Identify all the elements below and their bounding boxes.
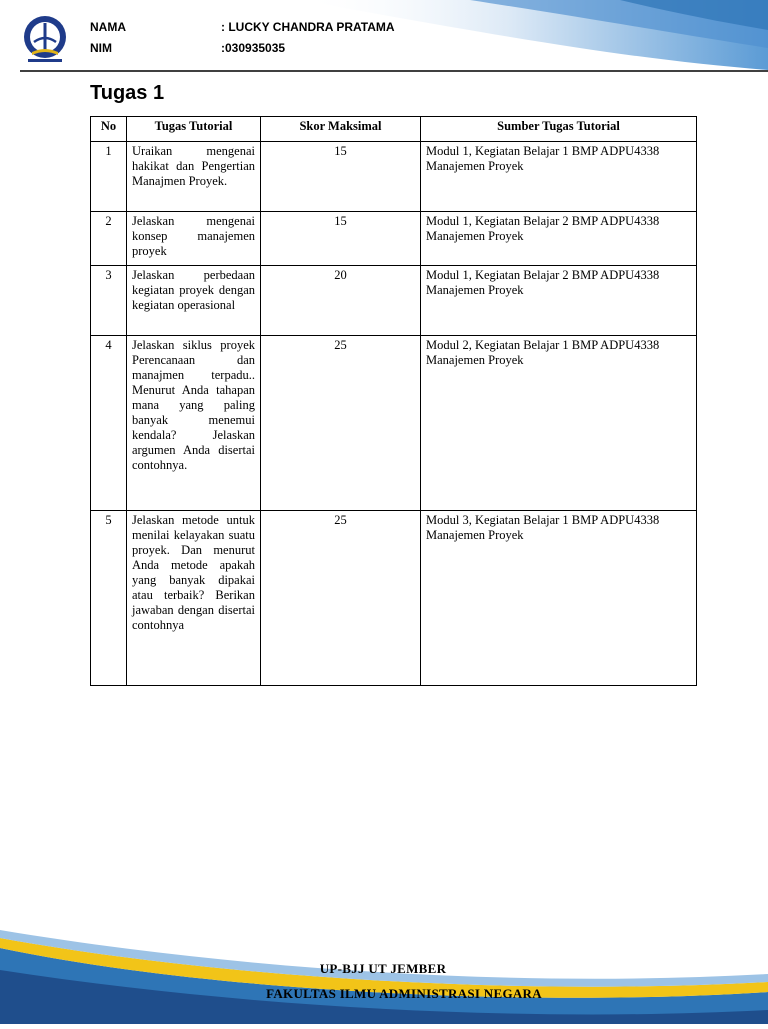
cell-skor: 15 — [261, 142, 421, 212]
cell-skor: 25 — [261, 511, 421, 686]
table-row — [91, 142, 697, 212]
cell-task: Jelaskan perbedaan kegiatan proyek dengan kegiatan operasional — [127, 266, 261, 336]
footer-banner — [0, 930, 768, 1024]
cell-no: 1 — [91, 142, 127, 212]
footer-wave-graphic — [0, 930, 768, 1024]
nim-value: :030935035 — [221, 41, 286, 55]
page-title: Tugas 1 — [90, 82, 165, 104]
column-header-source: Sumber Tugas Tutorial — [421, 117, 697, 142]
cell-source: Modul 2, Kegiatan Belajar 1 BMP ADPU4338 Manajemen Proyek — [421, 336, 697, 511]
header-wave-graphic — [0, 0, 768, 76]
cell-source: Modul 1, Kegiatan Belajar 2 BMP ADPU4338 Manajemen Proyek — [421, 266, 697, 336]
footer-line-2: FAKULTAS ILMU ADMINISTRASI NEGARA — [266, 986, 542, 1001]
cell-skor: 25 — [261, 336, 421, 511]
table-row — [91, 511, 697, 686]
header-banner — [0, 0, 768, 76]
nama-value: : LUCKY CHANDRA PRATAMA — [221, 20, 395, 34]
cell-skor: 15 — [261, 212, 421, 266]
cell-no: 3 — [91, 266, 127, 336]
nama-label: NAMA — [90, 20, 126, 34]
cell-no: 5 — [91, 511, 127, 686]
task-table — [90, 116, 697, 686]
cell-no: 2 — [91, 212, 127, 266]
table-row — [91, 266, 697, 336]
cell-task: Jelaskan mengenai konsep manajemen proyek — [127, 212, 261, 266]
table-row — [91, 212, 697, 266]
table-header-row — [91, 117, 697, 142]
column-header-task: Tugas Tutorial — [127, 117, 261, 142]
cell-source: Modul 1, Kegiatan Belajar 2 BMP ADPU4338 Manajemen Proyek — [421, 212, 697, 266]
cell-source: Modul 3, Kegiatan Belajar 1 BMP ADPU4338 Manajemen Proyek — [421, 511, 697, 686]
cell-task: Jelaskan siklus proyek Perencanaan dan manajmen terpadu.. Menurut Anda tahapan mana yang paling banyak menemui kendala? Jelaskan argumen Anda disertai contohnya. — [127, 336, 261, 511]
table-row — [91, 336, 697, 511]
nim-label: NIM — [90, 41, 112, 55]
footer-line-1: UP-BJJ UT JEMBER — [319, 961, 447, 976]
column-header-skor: Skor Maksimal — [261, 117, 421, 142]
cell-skor: 20 — [261, 266, 421, 336]
cell-no: 4 — [91, 336, 127, 511]
cell-task: Jelaskan metode untuk menilai kelayakan suatu proyek. Dan menurut Anda metode apakah yang banyak dipakai atau terbaik? Berikan jawaban dengan disertai contohnya — [127, 511, 261, 686]
cell-task: Uraikan mengenai hakikat dan Pengertian Manajmen Proyek. — [127, 142, 261, 212]
cell-source: Modul 1, Kegiatan Belajar 1 BMP ADPU4338 Manajemen Proyek — [421, 142, 697, 212]
university-logo-icon — [18, 12, 72, 66]
column-header-no: No — [91, 117, 127, 142]
